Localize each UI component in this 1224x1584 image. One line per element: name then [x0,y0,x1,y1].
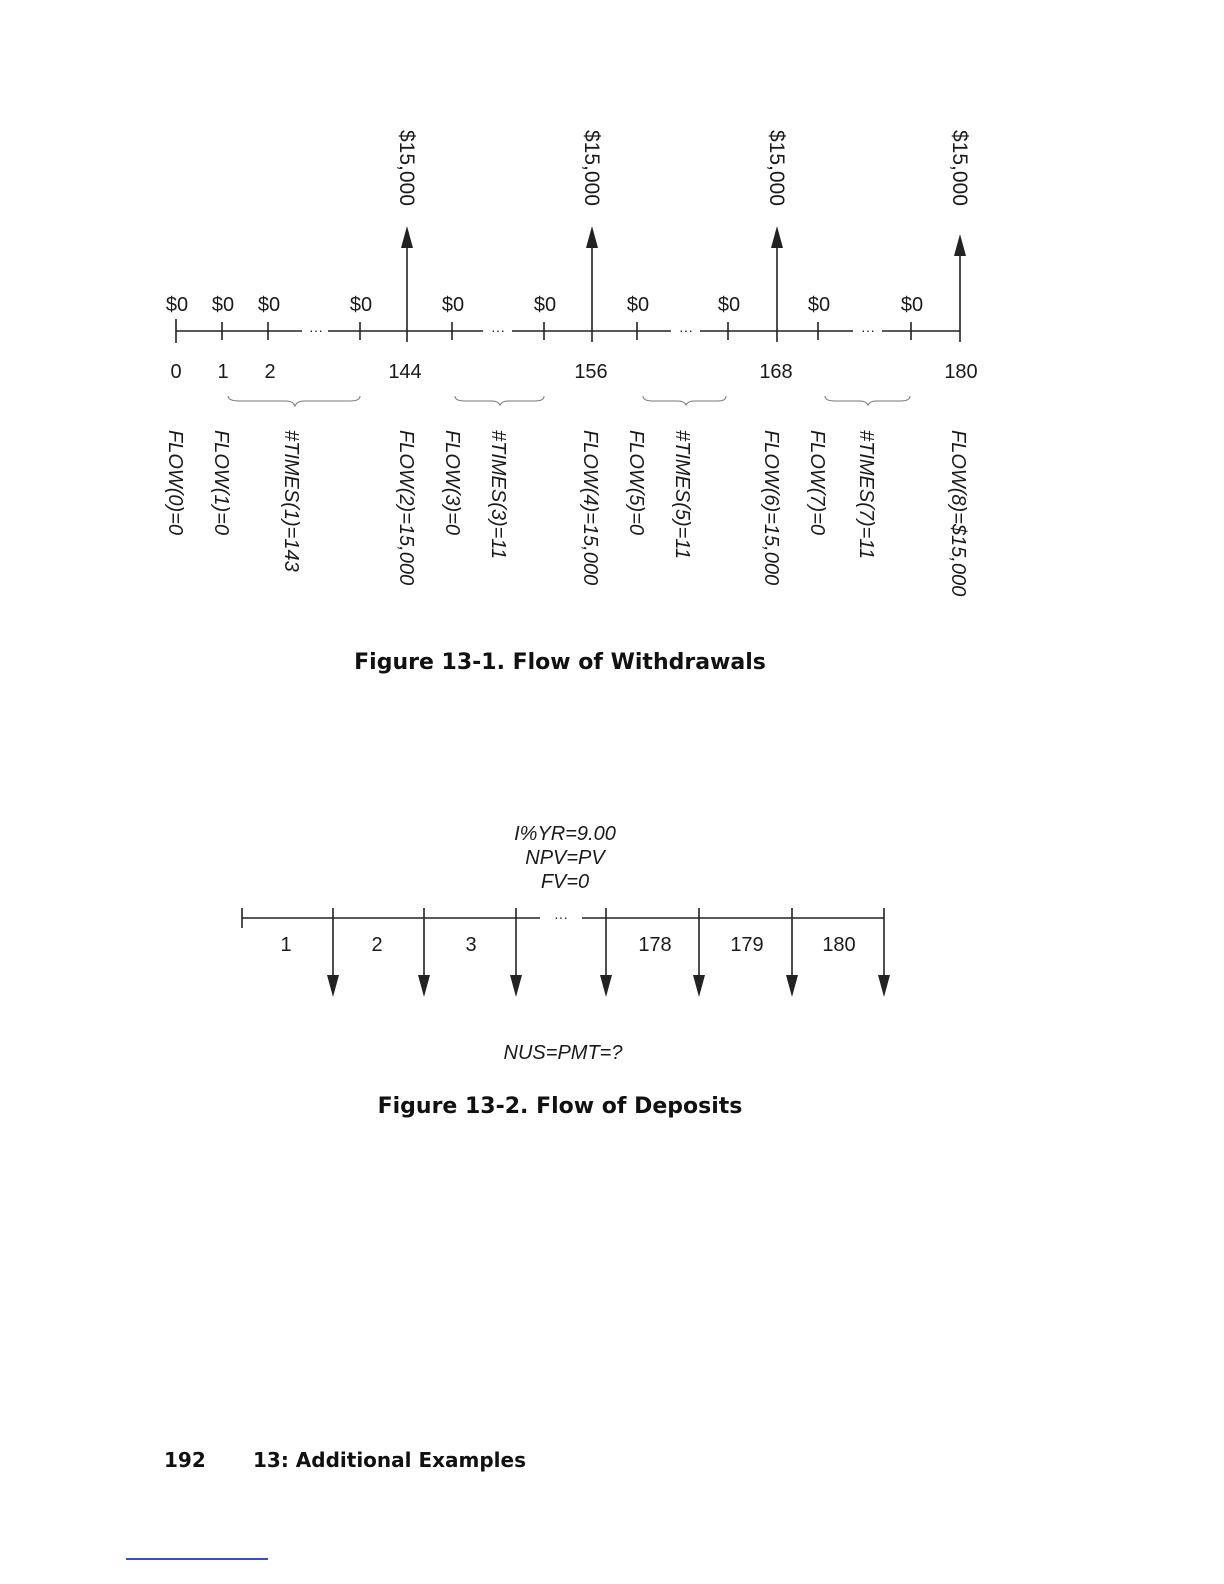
down-arrow-icon [600,975,612,997]
svg-text:180: 180 [944,361,978,383]
svg-text:···: ··· [309,322,323,338]
svg-text:#TIMES(7)=11: #TIMES(7)=11 [855,430,877,560]
svg-text:FLOW(2)=15,000: FLOW(2)=15,000 [395,430,417,586]
svg-text:180: 180 [822,934,856,956]
deposit-period-numbers [280,934,855,956]
section-title: 13: Additional Examples [253,1448,527,1472]
svg-text:FLOW(3)=0: FLOW(3)=0 [441,430,463,536]
svg-text:2: 2 [371,934,383,956]
svg-text:$15,000: $15,000 [765,130,788,206]
svg-text:$0: $0 [211,294,235,316]
svg-text:NPV=PV: NPV=PV [525,847,605,869]
svg-text:$0: $0 [807,294,831,316]
svg-text:FLOW(6)=15,000: FLOW(6)=15,000 [760,430,782,586]
svg-text:#TIMES(3)=11: #TIMES(3)=11 [487,430,509,560]
svg-text:FV=0: FV=0 [540,871,590,893]
svg-text:FLOW(8)=$15,000: FLOW(8)=$15,000 [947,430,969,597]
svg-text:178: 178 [638,934,672,956]
svg-text:179: 179 [730,934,764,956]
page-number: 192 [164,1448,206,1472]
svg-text:$0: $0 [717,294,741,316]
deposit-arrows [327,975,890,997]
down-arrow-icon [693,975,705,997]
svg-text:$0: $0 [349,294,373,316]
svg-text:FLOW(1)=0: FLOW(1)=0 [210,430,232,536]
svg-text:168: 168 [759,361,793,383]
payment-label: NUS=PMT=? [503,1042,623,1064]
svg-text:···: ··· [679,322,693,338]
down-arrow-icon [510,975,522,997]
svg-text:144: 144 [388,361,422,383]
svg-text:2: 2 [264,361,276,383]
svg-text:FLOW(7)=0: FLOW(7)=0 [806,430,828,536]
svg-text:$15,000: $15,000 [580,130,603,206]
svg-text:$0: $0 [165,294,189,316]
svg-text:FLOW(4)=15,000: FLOW(4)=15,000 [579,430,601,586]
svg-text:···: ··· [861,322,875,338]
svg-text:$15,000: $15,000 [948,130,971,206]
svg-text:#TIMES(1)=143: #TIMES(1)=143 [280,430,302,572]
svg-text:0: 0 [170,361,182,383]
divider [126,1558,268,1560]
svg-text:$0: $0 [900,294,924,316]
down-arrow-icon [418,975,430,997]
svg-text:3: 3 [465,934,477,956]
down-arrow-icon [327,975,339,997]
svg-text:FLOW(0)=0: FLOW(0)=0 [164,430,186,536]
figure-1-caption: Figure 13-1. Flow of Withdrawals [354,650,766,675]
svg-text:$15,000: $15,000 [395,130,418,206]
deposit-parameters [514,823,616,893]
svg-text:$0: $0 [533,294,557,316]
svg-text:#TIMES(5)=11: #TIMES(5)=11 [671,430,693,560]
down-arrow-icon [878,975,890,997]
svg-text:FLOW(5)=0: FLOW(5)=0 [625,430,647,536]
svg-text:···: ··· [491,322,505,338]
down-arrow-icon [786,975,798,997]
svg-text:I%YR=9.00: I%YR=9.00 [514,823,616,845]
figure-2-caption: Figure 13-2. Flow of Deposits [377,1094,743,1119]
svg-text:$0: $0 [441,294,465,316]
svg-text:156: 156 [574,361,608,383]
svg-text:1: 1 [217,361,229,383]
svg-text:1: 1 [280,934,292,956]
timeline-ellipsis: ··· [554,909,568,925]
svg-text:$0: $0 [257,294,281,316]
svg-text:$0: $0 [626,294,650,316]
